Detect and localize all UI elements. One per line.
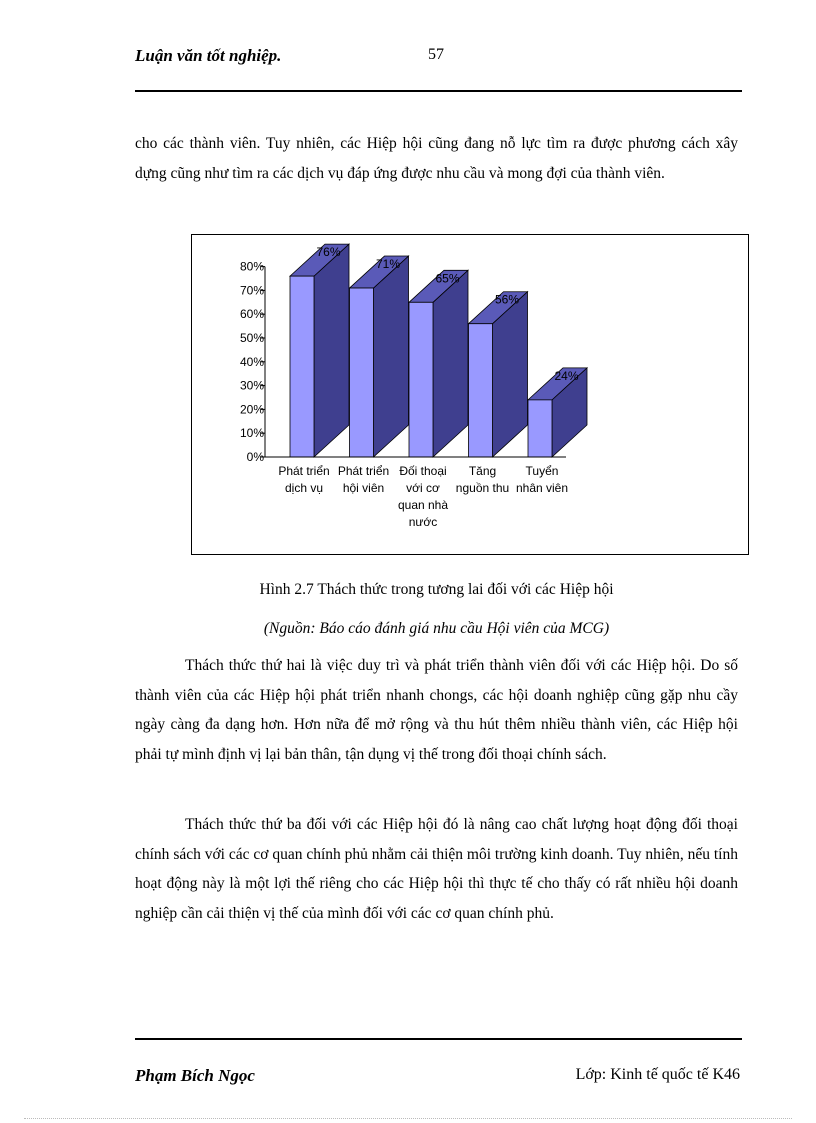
y-tick-label: 0%: [246, 450, 264, 464]
page-number: 57: [428, 46, 444, 63]
y-tick-label: 50%: [239, 331, 264, 345]
y-tick-label: 40%: [239, 354, 264, 369]
y-tick-label: 10%: [239, 426, 264, 441]
bar-side: [374, 256, 409, 457]
page-edge-line: [24, 1118, 792, 1119]
bar: [409, 302, 433, 457]
figure-caption: Hình 2.7 Thách thức trong tương lai đối với các Hiệp hội: [259, 581, 614, 598]
bar: [528, 400, 552, 457]
header-title: Luận văn tốt nghiệp.: [135, 46, 282, 65]
x-tick-label: Phát triển hội viên: [337, 464, 390, 495]
paragraph-3: Thách thức thứ ba đối với các Hiệp hội đó là nâng cao chất lượng hoạt động đối thoại chính sách với các cơ quan chính phủ nhằm cải thiện môi trường kinh doanh. Tuy nhiên, nếu tính hoạt động này là một lợi thế riêng cho các Hiệp hội thì thực tế cho thấy có rất nhiều hội doanh nghiệp cần cải thiện vị thế của mình đối với các cơ quan chính phủ.: [135, 816, 738, 922]
y-tick-label: 80%: [239, 259, 264, 274]
chart-frame: [191, 234, 749, 555]
paragraph-1: cho các thành viên. Tuy nhiên, các Hiệp hội cũng đang nỗ lực tìm ra được phương cách xây dựng cũng như tìm ra các dịch vụ đáp ứng được nhu cầu và mong đợi của thành viên.: [135, 135, 738, 182]
paragraph-2: Thách thức thứ hai là việc duy trì và phát triển thành viên đối với các Hiệp hội. Do số thành viên của các Hiệp hội phát triển nhanh chongs, các hội doanh nghiệp cũng gặp nhu cầy ngày càng đa dạng hơn. Hơn nữa để mở rộng và thu hút thêm nhiều thành viên, các Hiệp hội phải tự mình định vị lại bản thân, tận dụng vị thế trong đối thoại chính sách.: [135, 657, 738, 763]
header-rule: [135, 90, 742, 92]
data-label: 71%: [375, 257, 401, 272]
data-label: 56%: [494, 292, 520, 307]
data-label: 24%: [554, 368, 579, 383]
y-tick-label: 70%: [239, 283, 264, 298]
footer-class: Lớp: Kinh tế quốc tế K46: [575, 1066, 740, 1083]
bar-side: [314, 244, 349, 457]
x-tick-label: Đối thoại với cơ quan nhà nước: [397, 464, 449, 529]
y-tick-label: 60%: [239, 307, 264, 322]
x-tick-label: Tuyển nhân viên: [515, 464, 569, 495]
footer-author: Phạm Bích Ngọc: [135, 1066, 255, 1085]
bar-side: [433, 270, 468, 457]
data-label: 76%: [316, 245, 341, 260]
x-tick-label: Tăng nguồn thu: [455, 464, 510, 495]
y-tick-label: 20%: [239, 402, 264, 417]
data-label: 65%: [435, 271, 460, 286]
bar: [290, 276, 314, 457]
bar: [469, 324, 493, 457]
figure-source: (Nguồn: Báo cáo đánh giá nhu cầu Hội viên của MCG): [263, 620, 610, 637]
footer-rule: [135, 1038, 742, 1040]
bar-chart: [192, 235, 748, 554]
y-tick-label: 30%: [239, 378, 264, 393]
x-tick-label: Phát triển dịch vụ: [278, 464, 330, 495]
bar: [350, 288, 374, 457]
